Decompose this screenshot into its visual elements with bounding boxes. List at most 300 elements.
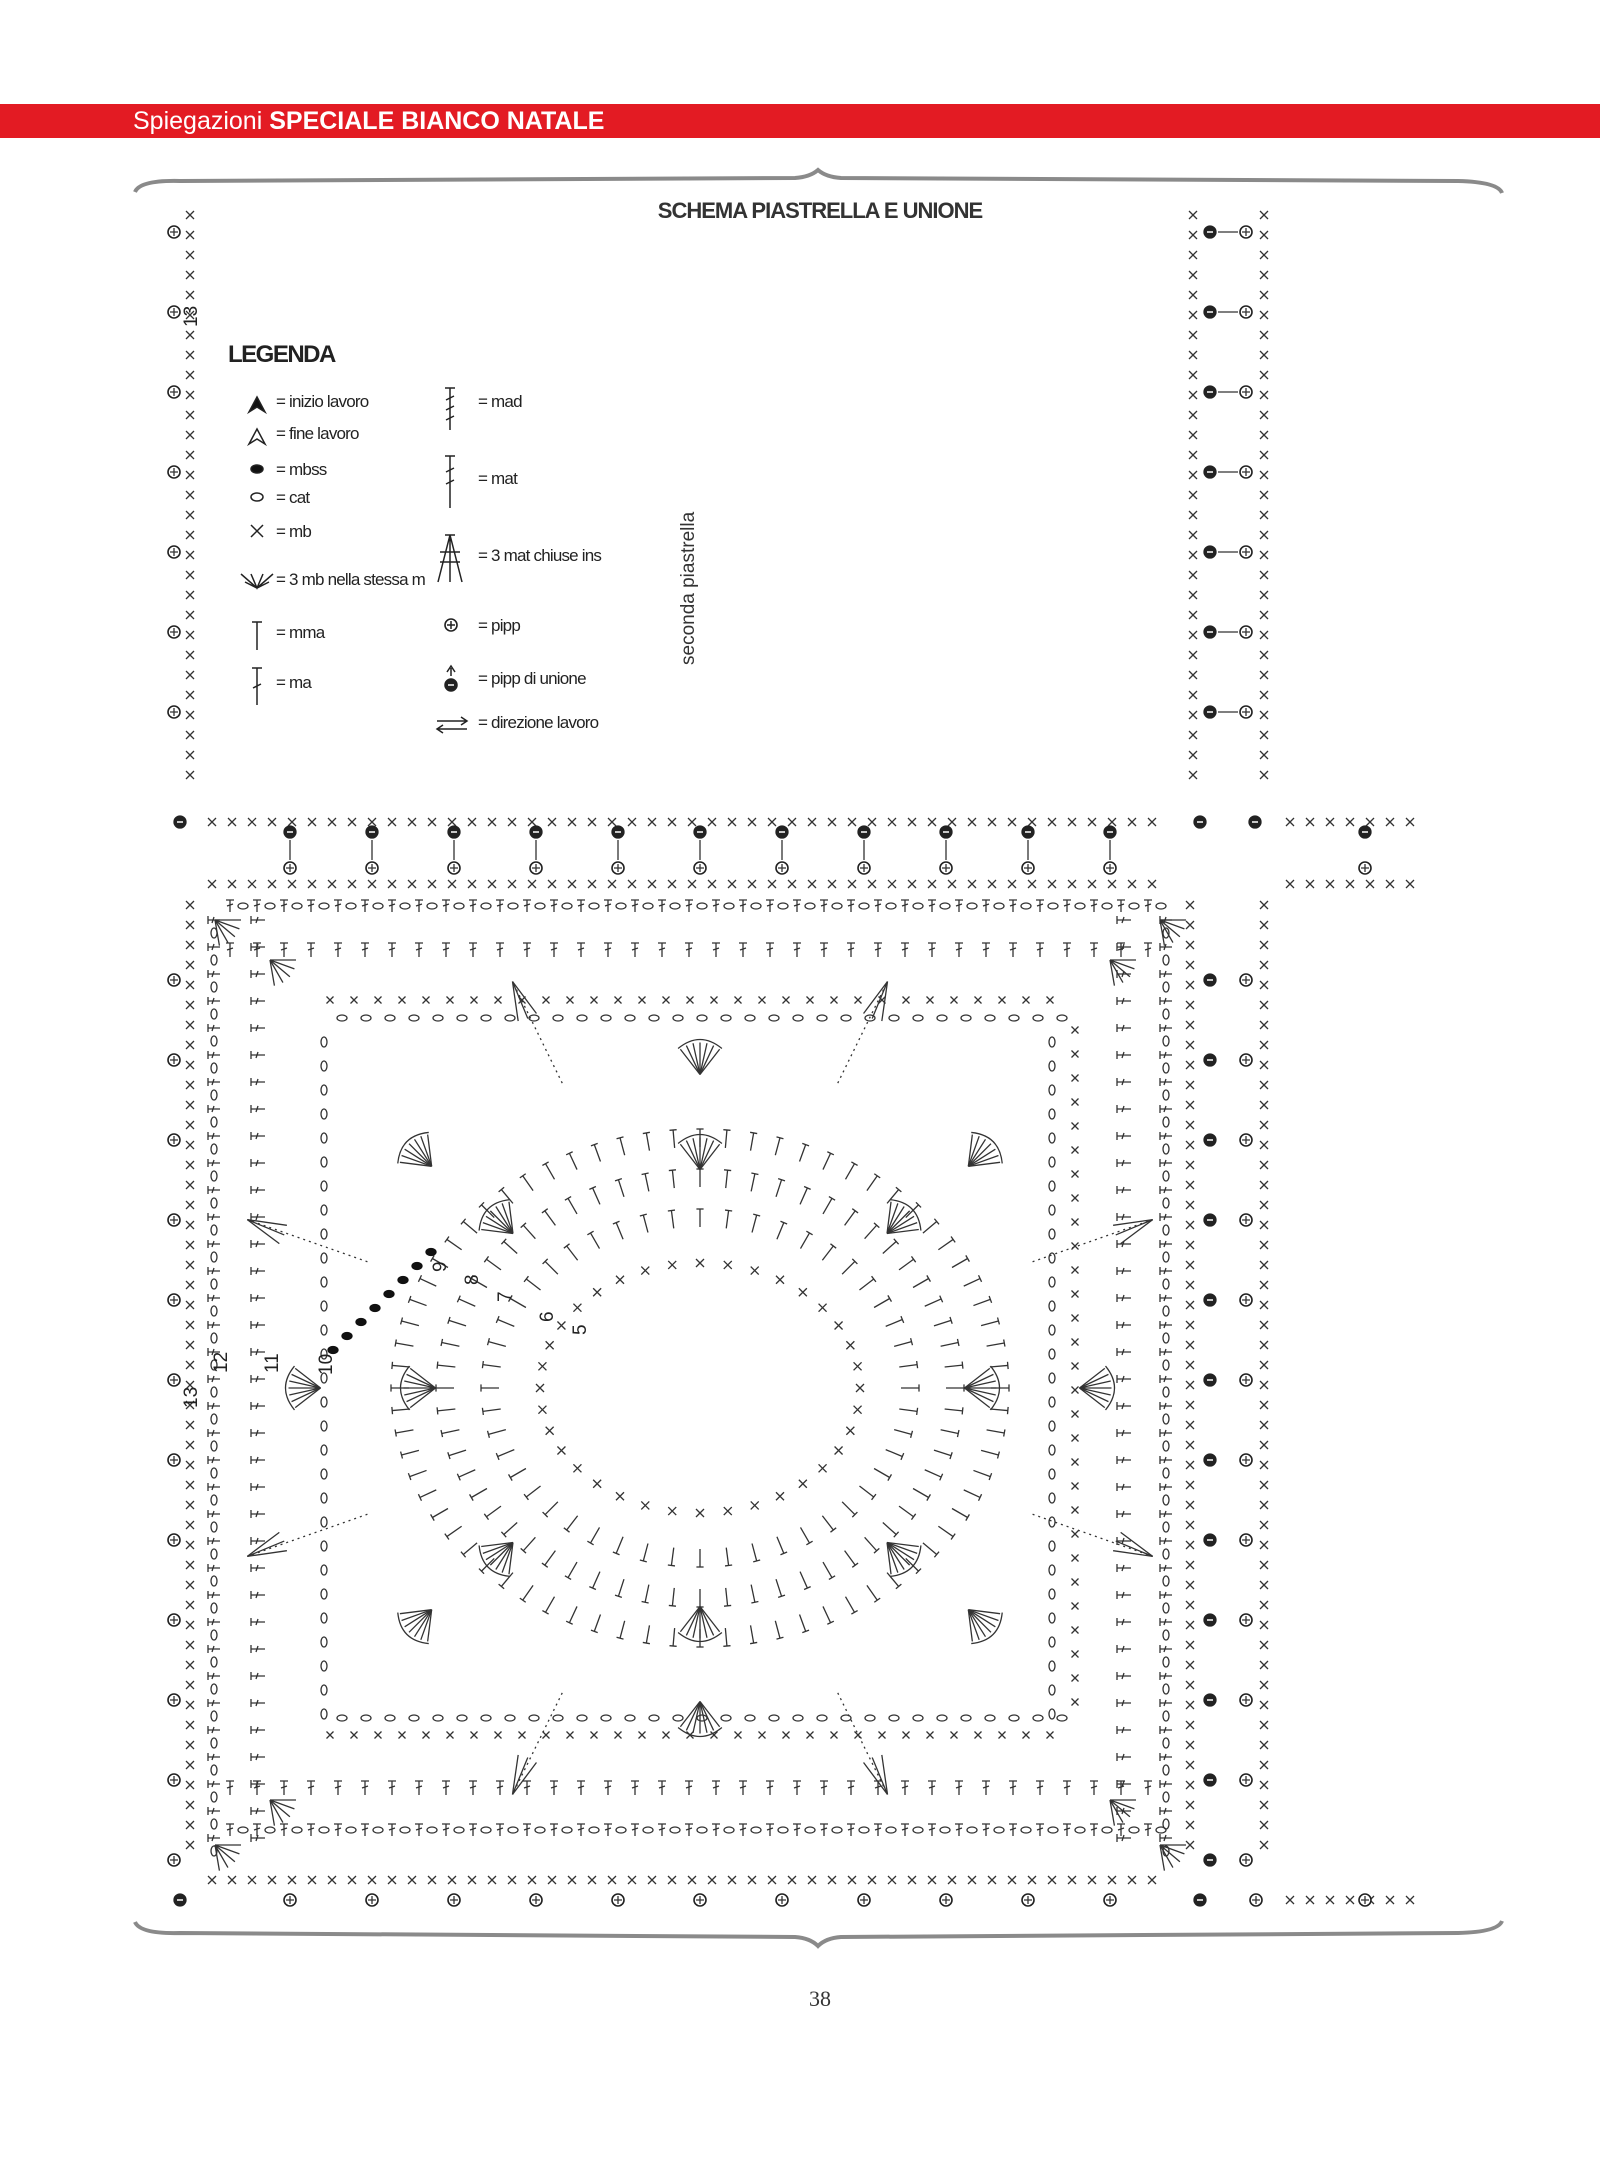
sc-stitch — [557, 1322, 565, 1330]
sc-stitch — [1306, 880, 1314, 888]
sc-stitch — [1189, 651, 1197, 659]
chain-stitch — [817, 1015, 827, 1021]
tr-stitch — [941, 1430, 959, 1434]
sc-stitch — [1072, 1675, 1079, 1682]
dc-stitch — [739, 900, 747, 912]
sc-stitch — [1186, 1041, 1194, 1049]
sc-stitch — [1189, 631, 1197, 639]
sc-stitch — [1186, 1701, 1194, 1709]
sc-stitch — [1260, 1781, 1268, 1789]
dc-stitch — [208, 1375, 220, 1383]
sc-stitch — [696, 1509, 704, 1517]
tr-top — [753, 1214, 760, 1216]
sc-stitch — [186, 1261, 194, 1269]
sc-stitch — [1186, 1421, 1194, 1429]
sc-stitch — [568, 818, 576, 826]
chain-stitch — [889, 1715, 899, 1721]
chain-stitch — [211, 1522, 217, 1532]
chain-stitch — [481, 903, 491, 909]
chain-stitch — [1049, 1685, 1055, 1695]
tr-stitch — [874, 1299, 890, 1308]
dc-stitch — [604, 1824, 612, 1836]
chain-stitch — [321, 1541, 327, 1551]
tr-stitch — [842, 1502, 855, 1515]
dc-stitch — [251, 1726, 265, 1734]
dc-stitch — [820, 943, 828, 957]
dc-stitch — [955, 943, 963, 957]
legend-label-start: = inizio lavoro — [276, 392, 369, 411]
tr-stitch — [483, 1365, 501, 1367]
tr-top — [852, 1563, 858, 1567]
sc-stitch — [1260, 1421, 1268, 1429]
tr-top — [640, 1214, 647, 1216]
tr-stitch — [437, 1365, 455, 1367]
sc-stitch — [1186, 1581, 1194, 1589]
sc-stitch — [1186, 1381, 1194, 1389]
join-arrow — [447, 666, 455, 676]
chain-spoke — [1033, 1220, 1153, 1262]
chain-stitch — [321, 1589, 327, 1599]
sc-stitch — [1260, 1721, 1268, 1729]
dc-stitch — [1117, 1510, 1131, 1518]
sc-stitch — [186, 1061, 194, 1069]
sc-stitch — [1189, 231, 1197, 239]
sc-stitch — [348, 880, 356, 888]
dc-stitch — [820, 1781, 828, 1795]
chain-stitch — [211, 1198, 217, 1208]
dc-stitch — [251, 1699, 265, 1707]
sc-stitch — [908, 1876, 916, 1884]
dc-stitch — [847, 1824, 855, 1836]
tr-stitch — [498, 1450, 515, 1457]
sc-stitch — [1346, 880, 1354, 888]
sc-stitch — [1260, 1081, 1268, 1089]
sc-stitch — [368, 818, 376, 826]
tr-stitch — [410, 1299, 427, 1305]
tr-stitch — [894, 1430, 911, 1435]
tr-top — [437, 1362, 438, 1369]
chain-stitch — [832, 903, 842, 909]
sc-stitch — [1186, 1841, 1194, 1849]
sc-stitch — [688, 880, 696, 888]
chain-stitch — [321, 1685, 327, 1695]
chain-stitch — [817, 1715, 827, 1721]
sc-stitch — [186, 591, 194, 599]
chain-stitch — [961, 1715, 971, 1721]
sc-stitch — [567, 997, 574, 1004]
chain-stitch — [589, 903, 599, 909]
sc-stitch — [528, 1876, 536, 1884]
tr-stitch — [402, 1450, 419, 1455]
dc-stitch — [1117, 1159, 1131, 1167]
sc-stitch — [186, 1161, 194, 1169]
tr-top — [830, 1244, 836, 1248]
dc-stitch — [712, 1781, 720, 1795]
sc-stitch — [1260, 391, 1268, 399]
chain-stitch — [1057, 1715, 1067, 1721]
dc-stitch — [469, 1824, 477, 1836]
sc-stitch — [819, 1304, 827, 1312]
sc-stitch — [1286, 818, 1294, 826]
tr-top — [750, 1132, 757, 1133]
dc-stitch — [251, 1402, 265, 1410]
tr-stitch — [569, 1153, 577, 1169]
tr-stitch — [945, 1409, 963, 1411]
chain-stitch — [649, 1715, 659, 1721]
dc-stitch — [251, 1510, 265, 1518]
tr-stitch — [396, 1430, 414, 1433]
tr-stitch — [504, 1241, 517, 1253]
tr-stitch — [523, 1225, 535, 1238]
chain-stitch — [769, 1715, 779, 1721]
chain-stitch — [1049, 1253, 1055, 1263]
chain-stitch — [481, 1827, 491, 1833]
sc-stitch — [593, 1480, 601, 1488]
sc-stitch — [186, 1821, 194, 1829]
sc-stitch — [988, 880, 996, 888]
sc-stitch — [186, 371, 194, 379]
sc-stitch — [1260, 1821, 1268, 1829]
sc-stitch — [1386, 1896, 1394, 1904]
dc-stitch — [1144, 900, 1152, 912]
tr-stitch — [859, 1279, 873, 1290]
dc-stitch — [208, 1672, 220, 1680]
tr-top — [776, 1637, 783, 1639]
sc-stitch — [1326, 880, 1334, 888]
chain-stitch — [1049, 1565, 1055, 1575]
chain-stitch — [1129, 903, 1139, 909]
sc-stitch — [423, 1732, 430, 1739]
chain-stitch — [1049, 1373, 1055, 1383]
sc-stitch — [1088, 880, 1096, 888]
tr-stitch — [777, 1537, 784, 1554]
sc-stitch — [1148, 818, 1156, 826]
sc-stitch — [735, 1732, 742, 1739]
dc-stitch — [226, 943, 234, 957]
sc-stitch — [1260, 1681, 1268, 1689]
tr-stitch — [845, 1211, 856, 1226]
sc-stitch — [186, 771, 194, 779]
tr-stitch — [546, 1597, 555, 1613]
chain-stitch — [1009, 1015, 1019, 1021]
tr-top — [911, 1431, 913, 1438]
chain-stitch — [1163, 1792, 1169, 1802]
sc-stitch — [208, 1876, 216, 1884]
tr-stitch — [449, 1320, 466, 1326]
chain-stitch — [913, 903, 923, 909]
chain-stitch — [1049, 1157, 1055, 1167]
chain-stitch — [1163, 955, 1169, 965]
sc-stitch — [1088, 818, 1096, 826]
sc-stitch — [1260, 1561, 1268, 1569]
sc-stitch — [1186, 1761, 1194, 1769]
sc-stitch — [831, 997, 838, 1004]
chain-stitch — [409, 1715, 419, 1721]
diagram-title: SCHEMA PIASTRELLA E UNIONE — [657, 198, 983, 223]
dc-stitch — [982, 1781, 990, 1795]
tr-stitch — [867, 1176, 877, 1191]
tr-stitch — [938, 1239, 953, 1249]
sc-stitch — [1326, 1896, 1334, 1904]
sc-stitch — [1306, 818, 1314, 826]
tr-stitch — [925, 1299, 941, 1306]
chain-stitch — [1075, 1827, 1085, 1833]
tr-stitch — [620, 1621, 625, 1638]
sc-stitch — [1260, 271, 1268, 279]
sc-stitch — [639, 997, 646, 1004]
sc-stitch — [1072, 1699, 1079, 1706]
sc-stitch — [1260, 1501, 1268, 1509]
dc-stitch — [251, 997, 265, 1005]
dc-stitch — [550, 1781, 558, 1795]
sc-stitch — [668, 880, 676, 888]
tr-stitch — [593, 1572, 600, 1588]
sc-stitch — [927, 997, 934, 1004]
chain-stitch — [1049, 1181, 1055, 1191]
sc-stitch — [186, 411, 194, 419]
chain-stitch — [1163, 982, 1169, 992]
sc-stitch — [1260, 1321, 1268, 1329]
sc-stitch — [1186, 1641, 1194, 1649]
dc-stitch — [1160, 1591, 1172, 1599]
tr-icon — [445, 456, 455, 508]
dc-stitch — [1117, 1564, 1131, 1572]
sc-stitch — [1189, 611, 1197, 619]
sc-stitch — [1260, 731, 1268, 739]
tr-stitch — [846, 1597, 855, 1613]
tr-top — [395, 1429, 396, 1436]
chain-stitch — [321, 1229, 327, 1239]
tr-stitch — [567, 1246, 578, 1260]
round-label: 5 — [570, 1324, 591, 1335]
dc-stitch — [982, 900, 990, 912]
dc-stitch — [1160, 970, 1172, 978]
sc-stitch — [186, 651, 194, 659]
tr-stitch — [591, 1233, 600, 1249]
tr-stitch — [899, 1409, 917, 1411]
dc-stitch — [1160, 1753, 1172, 1761]
dc-stitch — [523, 1824, 531, 1836]
tr-stitch — [823, 1153, 831, 1169]
sc-stitch — [1306, 1896, 1314, 1904]
tr-stitch — [823, 1198, 832, 1214]
chain-stitch — [211, 955, 217, 965]
page-number: 38 — [809, 1986, 831, 2011]
dc-stitch — [251, 943, 265, 951]
mbss-mark — [328, 1347, 338, 1354]
dc-stitch — [1144, 943, 1152, 957]
tr-stitch — [775, 1138, 780, 1155]
tr-top — [753, 1560, 760, 1562]
dc-stitch — [496, 1781, 504, 1795]
chain-stitch — [1075, 903, 1085, 909]
dc-stitch — [469, 1781, 477, 1795]
tr-stitch — [801, 1233, 810, 1249]
dc-stitch — [208, 1402, 220, 1410]
dc-stitch — [550, 1824, 558, 1836]
chain-stitch — [508, 1827, 518, 1833]
tr-top — [484, 1514, 488, 1520]
tr-stitch — [593, 1188, 600, 1204]
sc-stitch — [1260, 691, 1268, 699]
dc-stitch — [1160, 1132, 1172, 1140]
tr-stitch — [545, 1551, 556, 1566]
sc-stitch — [724, 1507, 732, 1515]
sc-stitch — [1346, 818, 1354, 826]
chain-stitch — [529, 1715, 539, 1721]
tr-top — [724, 1605, 731, 1606]
sc-stitch — [748, 1876, 756, 1884]
sc-stitch — [1186, 1061, 1194, 1069]
legend-label-mma: = mma — [276, 623, 325, 642]
chain-stitch — [1049, 1325, 1055, 1335]
sc-stitch — [1260, 1541, 1268, 1549]
tr-stitch — [671, 1211, 673, 1229]
sc-stitch — [846, 1341, 854, 1349]
sc-stitch — [1260, 751, 1268, 759]
tr-stitch — [752, 1544, 757, 1561]
dc-stitch — [1036, 1781, 1044, 1795]
tr-top — [441, 1430, 442, 1437]
tr-top — [962, 1362, 963, 1369]
sc-stitch — [1186, 1461, 1194, 1469]
tr-stitch — [568, 1562, 577, 1578]
chain-stitch — [346, 1827, 356, 1833]
sc-stitch — [208, 880, 216, 888]
chain-stitch — [913, 1715, 923, 1721]
dc-stitch — [1117, 1321, 1131, 1329]
sc-stitch — [1186, 1681, 1194, 1689]
dc-stitch — [415, 900, 423, 912]
tr-stitch — [402, 1321, 419, 1326]
three-tr-cluster-icon — [438, 535, 462, 582]
dc-stitch — [712, 900, 720, 912]
dc-stitch — [820, 900, 828, 912]
sc-stitch — [1072, 1123, 1079, 1130]
chain-stitch — [1049, 1061, 1055, 1071]
sc-stitch — [807, 1732, 814, 1739]
sc-stitch — [748, 880, 756, 888]
sc-stitch — [728, 1876, 736, 1884]
chain-stitch — [1163, 1819, 1169, 1829]
sc-stitch — [328, 818, 336, 826]
dc-stitch — [251, 1105, 265, 1113]
sc-stitch — [1260, 251, 1268, 259]
sc-stitch — [568, 880, 576, 888]
dc-stitch — [901, 943, 909, 957]
top-brace — [135, 170, 1502, 193]
chain-stitch — [1049, 1037, 1055, 1047]
tr-stitch — [591, 1527, 600, 1543]
dc-stitch — [280, 943, 288, 957]
chain-stitch — [238, 1827, 248, 1833]
sc-stitch — [186, 1001, 194, 1009]
tr-top — [401, 1452, 403, 1459]
sc-stitch — [848, 818, 856, 826]
chain-stitch — [1033, 1715, 1043, 1721]
sc-stitch — [588, 1876, 596, 1884]
sc-stitch — [1072, 1651, 1079, 1658]
tr-top — [395, 1339, 396, 1346]
sc-stitch — [308, 1876, 316, 1884]
dc-stitch — [955, 900, 963, 912]
sc-stitch — [708, 1876, 716, 1884]
chain-stitch — [211, 982, 217, 992]
dc-stitch — [577, 943, 585, 957]
dc-stitch — [496, 1824, 504, 1836]
chain-spoke — [512, 981, 562, 1083]
tr-top — [669, 1170, 676, 1171]
round-label: 9 — [430, 1261, 451, 1272]
sc-stitch — [186, 1541, 194, 1549]
tr-stitch — [673, 1628, 675, 1646]
dc-stitch — [1063, 943, 1071, 957]
tr-top — [392, 1407, 393, 1414]
tr-stitch — [913, 1489, 929, 1498]
chain-stitch — [321, 1325, 327, 1335]
dc-stitch — [820, 1824, 828, 1836]
sc-stitch — [186, 711, 194, 719]
sc-stitch — [928, 1876, 936, 1884]
sc-stitch — [1186, 1521, 1194, 1529]
chain-stitch — [321, 1397, 327, 1407]
sc-stitch — [1189, 331, 1197, 339]
sc-stitch — [854, 1406, 862, 1414]
tr-stitch — [594, 1614, 600, 1631]
tr-stitch — [964, 1490, 980, 1498]
dc-stitch — [1160, 1699, 1172, 1707]
sc-stitch — [1189, 491, 1197, 499]
tr-stitch — [751, 1625, 754, 1643]
sc-stitch — [1260, 471, 1268, 479]
sc-stitch — [1186, 1081, 1194, 1089]
chain-stitch — [1049, 1589, 1055, 1599]
sc-stitch — [1260, 591, 1268, 599]
tr-top — [830, 1528, 836, 1532]
chain-stitch — [211, 1792, 217, 1802]
dc-stitch — [901, 900, 909, 912]
sc-stitch — [1108, 1876, 1116, 1884]
sc-stitch — [557, 1447, 565, 1455]
mbss-mark — [412, 1263, 422, 1270]
sc-stitch — [428, 880, 436, 888]
chain-stitch — [1049, 1613, 1055, 1623]
tr-top — [951, 1236, 955, 1242]
sc-stitch — [186, 231, 194, 239]
sc-stitch — [708, 818, 716, 826]
dc-stitch — [496, 900, 504, 912]
sc-stitch — [308, 818, 316, 826]
tr-stitch — [620, 1138, 625, 1155]
sc-stitch — [186, 1461, 194, 1469]
tr-top — [998, 1452, 1000, 1459]
sc-stitch — [1260, 431, 1268, 439]
sc-stitch — [1189, 751, 1197, 759]
tr-stitch — [432, 1509, 448, 1518]
dc-stitch — [550, 943, 558, 957]
sc-stitch — [1186, 921, 1194, 929]
dc-stitch — [1117, 1591, 1131, 1599]
chain-stitch — [913, 1015, 923, 1021]
chain-stitch — [670, 1827, 680, 1833]
tr-top — [776, 1137, 783, 1139]
tr-top — [643, 1132, 650, 1133]
dc-stitch — [208, 1294, 220, 1302]
tr-stitch — [643, 1215, 648, 1232]
tr-stitch — [823, 1606, 831, 1622]
sc-stitch — [186, 351, 194, 359]
sc-stitch — [1186, 1221, 1194, 1229]
